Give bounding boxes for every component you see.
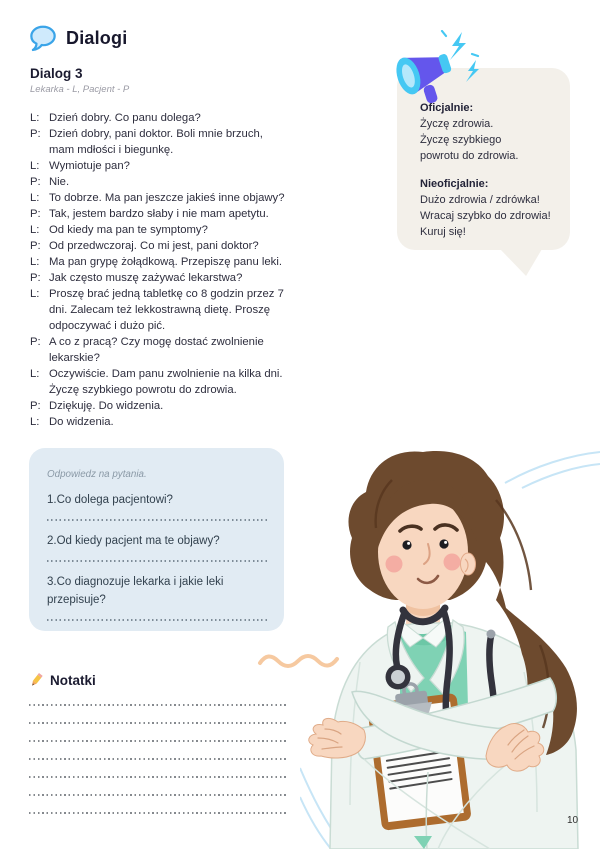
dialog-text xyxy=(49,222,340,238)
dialog-text xyxy=(49,206,340,222)
dialog-line xyxy=(30,126,340,158)
tip-section-line: Życzę szybkiego xyxy=(420,134,502,146)
dialog-text-line: lekarskie? xyxy=(49,352,100,364)
dialog-subtitle: Lekarka - L, Pacjent - P xyxy=(30,84,130,95)
dialog-text xyxy=(49,414,340,430)
dialog-text xyxy=(49,190,340,206)
dialog-text-line: Dzień dobry, pani doktor. Boli mnie brzuch, xyxy=(49,128,263,140)
dialog-text-line: To dobrze. Ma pan jeszcze jakieś inne objawy? xyxy=(49,192,285,204)
dialog-text xyxy=(49,110,340,126)
tip-bubble-tail xyxy=(500,249,542,276)
dialog-text-line: Tak, jestem bardzo słaby i nie mam apetytu. xyxy=(49,208,269,220)
dialog-title: Dialog 3 xyxy=(30,66,83,81)
dialog-line xyxy=(30,286,340,334)
dialog-text-line: Do widzenia. xyxy=(49,416,114,428)
notes-title: Notatki xyxy=(50,672,96,688)
dialog-text-line: Jak często muszę zażywać lekarstwa? xyxy=(49,272,243,284)
questions-instruction: Odpowiedz na pytania. xyxy=(47,469,147,480)
dialog-text-line: mam mdłości i biegunkę. xyxy=(49,144,174,156)
page-header xyxy=(28,24,127,52)
dialog-speaker: L: xyxy=(30,288,40,300)
dialog-speaker: P: xyxy=(30,240,41,252)
dialog-line xyxy=(30,222,340,238)
dialog-speaker: P: xyxy=(30,336,41,348)
answer-dotted-line xyxy=(47,560,267,562)
notes-dotted-line xyxy=(29,758,286,760)
pencil-icon xyxy=(29,672,44,688)
question-item xyxy=(47,532,268,550)
dialog-line xyxy=(30,414,340,430)
dialog-text-line: odpoczywać i dużo pić. xyxy=(49,320,166,332)
tip-section-line: powrotu do zdrowia. xyxy=(420,150,519,162)
dialog-text xyxy=(49,158,340,174)
dialog-speaker: L: xyxy=(30,192,40,204)
dialog-line xyxy=(30,254,340,270)
question-line: przepisuje? xyxy=(47,594,106,606)
dialog-section xyxy=(30,66,340,430)
dialog-line xyxy=(30,334,340,366)
dialog-speaker: P: xyxy=(30,176,41,188)
dialog-text xyxy=(49,174,340,190)
dialog-text-line: Wymiotuje pan? xyxy=(49,160,130,172)
dialog-text xyxy=(49,334,340,366)
question-line: 2.Od kiedy pacjent ma te objawy? xyxy=(47,535,220,547)
questions-list xyxy=(47,491,268,621)
dialog-line xyxy=(30,110,340,126)
dialog-line xyxy=(30,398,340,414)
tip-section-line: Wracaj szybko do zdrowia! xyxy=(420,210,551,222)
notes-dotted-line xyxy=(29,740,286,742)
dialog-text-line: Ma pan grypę żołądkową. Przepiszę panu leki. xyxy=(49,256,282,268)
dialog-text-line: Od kiedy ma pan te symptomy? xyxy=(49,224,208,236)
dialog-speaker: L: xyxy=(30,224,40,236)
tip-section-line: Dużo zdrowia / zdrówka! xyxy=(420,194,540,206)
dialog-text-line: Oczywiście. Dam panu zwolnienie na kilka dni. xyxy=(49,368,283,380)
tip-section-title: Nieoficjalnie: xyxy=(420,178,489,190)
dialog-lines xyxy=(30,110,340,430)
dialog-text xyxy=(49,254,340,270)
speech-bubble-icon xyxy=(28,24,58,52)
dialog-text-line: A co z pracą? Czy mogę dostać zwolnienie xyxy=(49,336,264,348)
answer-dotted-line xyxy=(47,619,267,621)
dialog-text-line: Życzę szybkiego powrotu do zdrowia. xyxy=(49,384,237,396)
notes-dotted-line xyxy=(29,704,286,706)
dialog-line xyxy=(30,190,340,206)
dialog-line xyxy=(30,270,340,286)
notes-answer-lines xyxy=(29,704,287,814)
notes-dotted-line xyxy=(29,812,286,814)
megaphone-icon xyxy=(392,30,480,108)
dialog-text xyxy=(49,398,340,414)
notes-dotted-line xyxy=(29,776,286,778)
tip-section-line: Kuruj się! xyxy=(420,226,466,238)
dialog-text-line: Od przedwczoraj. Co mi jest, pani doktor? xyxy=(49,240,259,252)
dialog-speaker: P: xyxy=(30,272,41,284)
dialog-line xyxy=(30,366,340,398)
notes-section xyxy=(29,672,287,830)
answer-dotted-line xyxy=(47,519,267,521)
tip-section xyxy=(420,100,554,164)
dialog-text xyxy=(49,366,340,398)
dialog-speaker: P: xyxy=(30,400,41,412)
dialog-text xyxy=(49,286,340,334)
tip-section xyxy=(420,176,554,240)
dialog-speaker: L: xyxy=(30,112,40,124)
dialog-line xyxy=(30,174,340,190)
dialog-text xyxy=(49,238,340,254)
page-title: Dialogi xyxy=(66,27,128,48)
dialog-text-line: Proszę brać jedną tabletkę co 8 godzin przez 7 xyxy=(49,288,284,300)
question-item xyxy=(47,573,268,609)
question-line: 1.Co dolega pacjentowi? xyxy=(47,494,173,506)
dialog-speaker: L: xyxy=(30,368,40,380)
dialog-speaker: P: xyxy=(30,208,41,220)
dialog-speaker: L: xyxy=(30,416,40,428)
questions-box xyxy=(29,448,284,631)
dialog-text-line: Nie. xyxy=(49,176,70,188)
notes-dotted-line xyxy=(29,794,286,796)
dialog-speaker: P: xyxy=(30,128,41,140)
dialog-line xyxy=(30,238,340,254)
notes-dotted-line xyxy=(29,722,286,724)
question-item xyxy=(47,491,268,509)
dialog-text xyxy=(49,270,340,286)
dialog-line xyxy=(30,158,340,174)
page-number: 10 xyxy=(567,815,579,826)
dialog-speaker: L: xyxy=(30,160,40,172)
dialog-speaker: L: xyxy=(30,256,40,268)
dialog-text-line: Dzień dobry. Co panu dolega? xyxy=(49,112,201,124)
dialog-line xyxy=(30,206,340,222)
dialog-text-line: Dziękuję. Do widzenia. xyxy=(49,400,164,412)
tip-section-line: Życzę zdrowia. xyxy=(420,118,494,130)
dialog-text-line: dni. Zalecam też lekkostrawną dietę. Proszę xyxy=(49,304,271,316)
question-line: 3.Co diagnozuje lekarka i jakie leki xyxy=(47,576,224,588)
doctor-with-clipboard-illustration xyxy=(300,440,600,849)
tip-bubble-content xyxy=(420,100,554,240)
dialog-text xyxy=(49,126,340,158)
tip-section-title: Oficjalnie: xyxy=(420,102,474,114)
